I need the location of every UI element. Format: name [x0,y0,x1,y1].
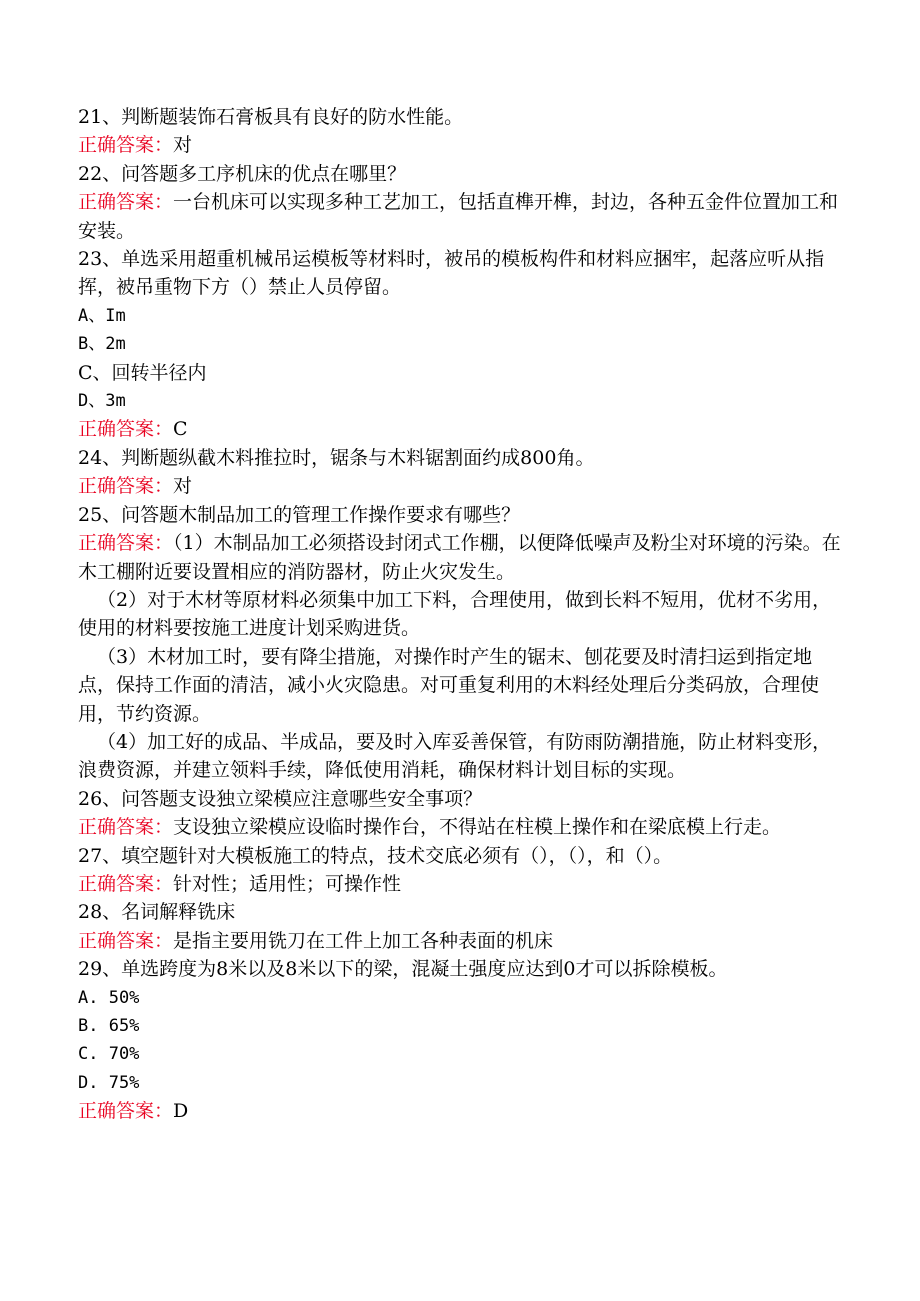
option-23-c: C、回转半径内 [78,361,207,384]
answer-23 [78,415,848,443]
answer-27 [78,870,848,898]
option-23-b: B、2m [78,334,126,355]
question-26: 26、问答题支设独立梁模应注意哪些安全事项？ [78,787,483,810]
answer-25-point-2: （2）对于木材等原材料必须集中加工下料，合理使用，做到长料不短用，优材不劣用，使用的材料要按施工进度计划采购进货。 [78,588,832,640]
answer-22-text: 一台机床可以实现多种工艺加工，包括直榫开榫，封边，各种五金件位置加工和安装。 [78,191,839,242]
option-29-b: B. 65% [78,1016,140,1036]
answer-label: 正确答案： [78,191,174,214]
answer-26-text: 支设独立梁模应设临时操作台，不得站在柱模上操作和在梁底模上行走。 [173,816,782,839]
document-page [78,103,848,1126]
question-22: 22、问答题多工序机床的优点在哪里？ [78,162,407,185]
answer-25-text: （1）木制品加工必须搭设封闭式工作棚，以便降低噪声及粉尘对环境的污染。在木工棚附近要设置相应的消防器材，防止火灾发生。 [78,532,841,583]
answer-25-point-4: （4）加工好的成品、半成品，要及时入库妥善保管，有防雨防潮措施，防止材料变形，浪费资源，并建立领料手续，降低使用消耗，确保材料计划目标的实现。 [78,730,832,782]
option-23-a: A、Im [78,305,126,326]
answer-24-text: 对 [173,475,193,498]
answer-27-text: 针对性；适用性；可操作性 [173,872,402,895]
question-29: 29、单选跨度为8米以及8米以下的梁，混凝土强度应达到0才可以拆除模板。 [78,958,728,981]
answer-label: 正确答案： [78,872,174,895]
answer-26 [78,813,848,841]
answer-21 [78,131,848,159]
option-29-d: D. 75% [78,1072,140,1093]
answer-label: 正确答案： [78,418,174,441]
answer-label: 正确答案： [78,475,174,498]
answer-label: 正确答案： [78,816,174,839]
answer-label: 正确答案： [78,929,174,952]
answer-22 [78,188,848,245]
answer-25 [78,529,848,586]
question-23: 23、单选采用超重机械吊运模板等材料时，被吊的模板构件和材料应捆牢，起落应听从指挥，被吊重物下方（）禁止人员停留。 [78,248,825,299]
option-29-c: C. 70% [78,1044,140,1065]
answer-29 [78,1097,848,1125]
answer-29-text: D [173,1100,189,1123]
question-24: 24、判断题纵截木料推拉时，锯条与木料锯割面约成800角。 [78,446,595,469]
question-21: 21、判断题装饰石膏板具有良好的防水性能。 [78,106,464,128]
answer-28 [78,927,848,955]
question-28: 28、名词解释铣床 [78,901,236,924]
option-23-d: D、3m [78,391,126,412]
option-29-a: A. 50% [78,987,140,1008]
answer-28-text: 是指主要用铣刀在工件上加工各种表面的机床 [173,929,554,952]
answer-21-text: 对 [173,134,193,157]
question-25: 25、问答题木制品加工的管理工作操作要求有哪些？ [78,503,521,526]
answer-label: 正确答案： [78,1100,174,1123]
answer-label: 正确答案： [78,532,174,555]
question-27: 27、填空题针对大模板施工的特点，技术交底必须有（），（），和（）。 [78,844,673,867]
answer-23-text: C [173,418,188,441]
answer-label: 正确答案： [78,134,174,157]
answer-25-point-3: （3）木材加工时，要有降尘措施，对操作时产生的锯末、刨花要及时清扫运到指定地点，保持工作面的清洁，减小火灾隐患。对可重复利用的木料经处理后分类码放，合理使用，节约资源。 [78,645,820,725]
answer-24 [78,472,848,500]
